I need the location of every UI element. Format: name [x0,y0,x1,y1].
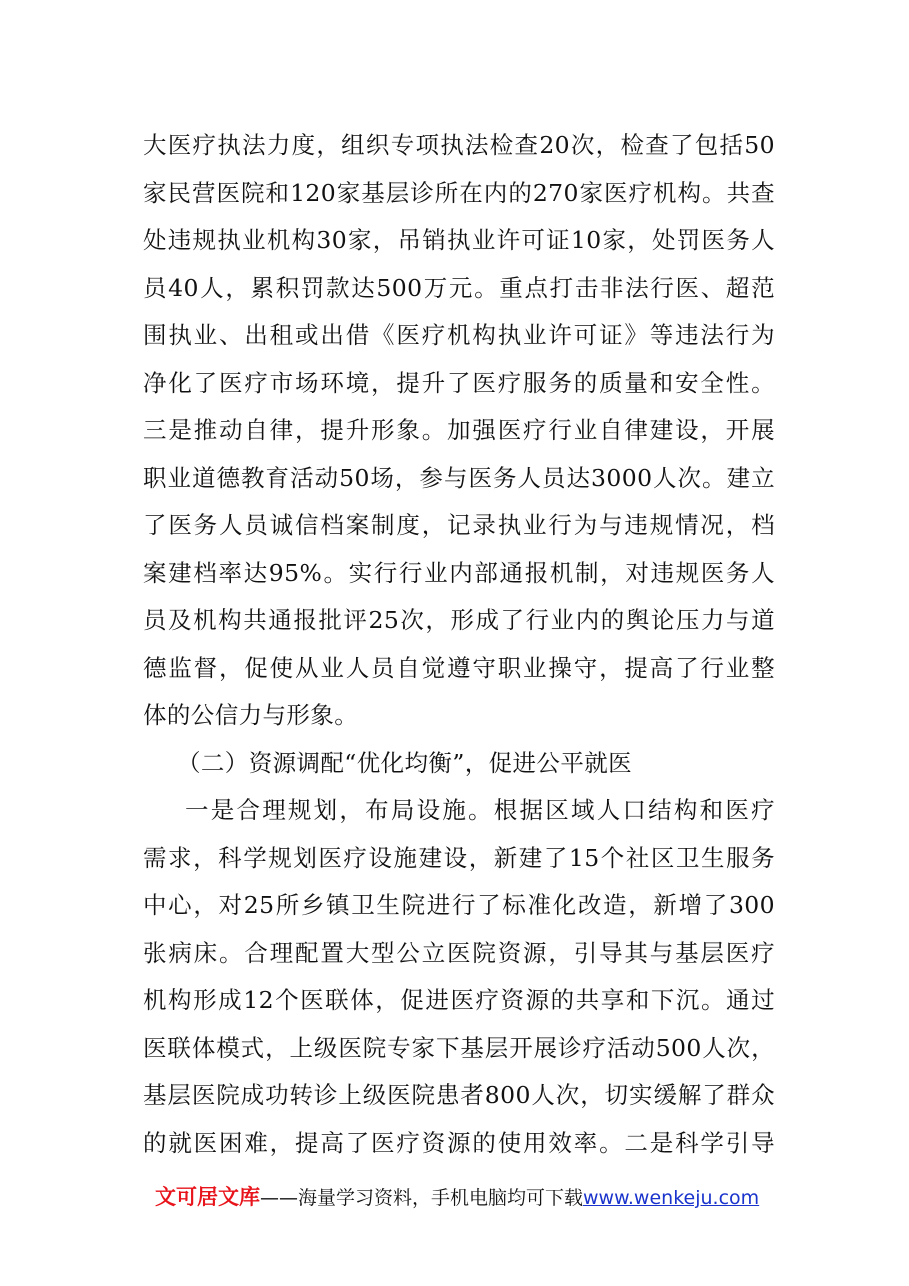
text-line: 围执业、出租或出借《医疗机构执业许可证》等违法行为 [143,321,775,349]
text-line: 德监督，促使从业人员自觉遵守职业操守，提高了行业整 [143,653,775,682]
text-line: 净化了医疗市场环境，提升了医疗服务的质量和安全性。 [143,368,775,397]
text-line: 员40人，累积罚款达500万元。重点打击非法行医、超范 [143,273,775,302]
footer-slogan: ——海量学习资料，手机电脑均可下载 [260,1187,584,1209]
text-line: 一是合理规划，布局设施。根据区域人口结构和医疗 [185,796,775,824]
text-line: 体的公信力与形象。 [143,701,359,729]
text-line: 需求，科学规划医疗设施建设，新建了15个社区卫生服务 [143,843,775,872]
page-footer [155,1180,795,1214]
text-line: 大医疗执法力度，组织专项执法检查20次，检查了包括50 [143,131,775,159]
text-line: 机构形成12个医联体，促进医疗资源的共享和下沉。通过 [143,986,775,1014]
text-line: 职业道德教育活动50场，参与医务人员达3000人次。建立 [143,463,775,492]
text-line: 三是推动自律，提升形象。加强医疗行业自律建设，开展 [143,416,775,444]
text-line: 基层医院成功转诊上级医院患者800人次，切实缓解了群众 [143,1081,775,1109]
text-line: 员及机构共通报批评25次，形成了行业内的舆论压力与道 [143,606,775,634]
footer-brand: 文可居文库 [155,1185,260,1209]
text-line: 医联体模式，上级医院专家下基层开展诊疗活动500人次， [143,1033,775,1062]
text-line: 处违规执业机构30家，吊销执业许可证10家，处罚医务人 [143,226,775,254]
text-line: 中心，对25所乡镇卫生院进行了标准化改造，新增了300 [143,891,775,919]
text-line: 的就医困难，提高了医疗资源的使用效率。二是科学引导 [143,1128,775,1157]
text-line: 家民营医院和120家基层诊所在内的270家医疗机构。共查 [143,178,775,207]
section-heading: （二）资源调配“优化均衡”，促进公平就医 [177,748,633,777]
text-line: 了医务人员诚信档案制度，记录执业行为与违规情况，档 [143,511,775,539]
footer-website-link[interactable]: www.wenkeju.com [583,1187,760,1209]
text-line: 案建档率达95%。实行行业内部通报机制，对违规医务人 [143,558,775,587]
document-body [143,122,775,1167]
text-line: 张病床。合理配置大型公立医院资源，引导其与基层医疗 [143,938,775,967]
